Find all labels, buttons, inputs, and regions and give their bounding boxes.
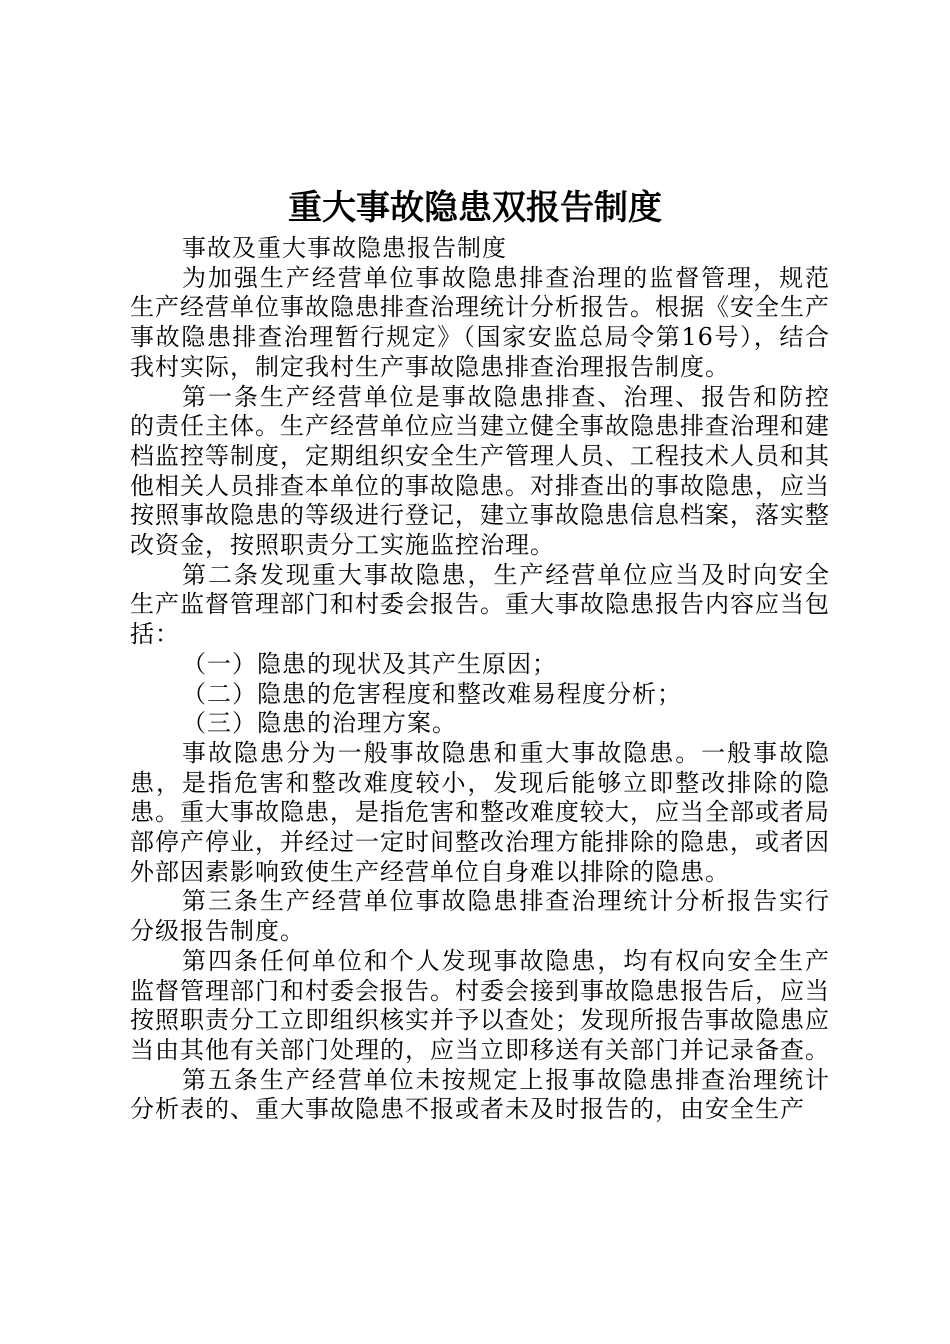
paragraph-article-5: 第五条生产经营单位未按规定上报事故隐患排查治理统计分析表的、重大事故隐患不报或者未及时报告的，由安全生产 xyxy=(130,1065,830,1124)
list-item-3: （三）隐患的治理方案。 xyxy=(182,709,457,738)
paragraph-subtitle: 事故及重大事故隐患报告制度 xyxy=(182,234,507,262)
paragraph-intro: 为加强生产经营单位事故隐患排查治理的监督管理，规范生产经营单位事故隐患排查治理统计分析报告。根据《安全生产事故隐患排查治理暂行规定》（国家安监总局令第16号），结合我村实际，制定我村生产事故隐患排查治理报告制度。 xyxy=(130,263,830,381)
list-item-1: （一）隐患的现状及其产生原因； xyxy=(182,649,557,678)
paragraph-hazard-classification: 事故隐患分为一般事故隐患和重大事故隐患。一般事故隐患，是指危害和整改难度较小，发现后能够立即整改排除的隐患。重大事故隐患，是指危害和整改难度较大，应当全部或者局部停产停业，并经过一定时间整改治理方能排除的隐患，或者因外部因素影响致使生产经营单位自身难以排除的隐患。 xyxy=(130,738,830,886)
list-item-2: （二）隐患的危害程度和整改难易程度分析； xyxy=(182,679,682,708)
paragraph-article-3: 第三条生产经营单位事故隐患排查治理统计分析报告实行分级报告制度。 xyxy=(130,887,830,946)
paragraph-article-2: 第二条发现重大事故隐患，生产经营单位应当及时向安全生产监督管理部门和村委会报告。重大事故隐患报告内容应当包括： xyxy=(130,560,830,649)
document-body xyxy=(130,234,830,1125)
document-title: 重大事故隐患双报告制度 xyxy=(288,188,662,228)
paragraph-article-4: 第四条任何单位和个人发现事故隐患，均有权向安全生产监督管理部门和村委会报告。村委会接到事故隐患报告后，应当按照职责分工立即组织核实并予以查处；发现所报告事故隐患应当由其他有关部门处理的，应当立即移送有关部门并记录备查。 xyxy=(130,946,830,1064)
paragraph-article-1: 第一条生产经营单位是事故隐患排查、治理、报告和防控的责任主体。生产经营单位应当建立健全事故隐患排查治理和建档监控等制度，定期组织安全生产管理人员、工程技术人员和其他相关人员排查本单位的事故隐患。对排查出的事故隐患，应当按照事故隐患的等级进行登记，建立事故隐患信息档案，落实整改资金，按照职责分工实施监控治理。 xyxy=(130,382,830,560)
